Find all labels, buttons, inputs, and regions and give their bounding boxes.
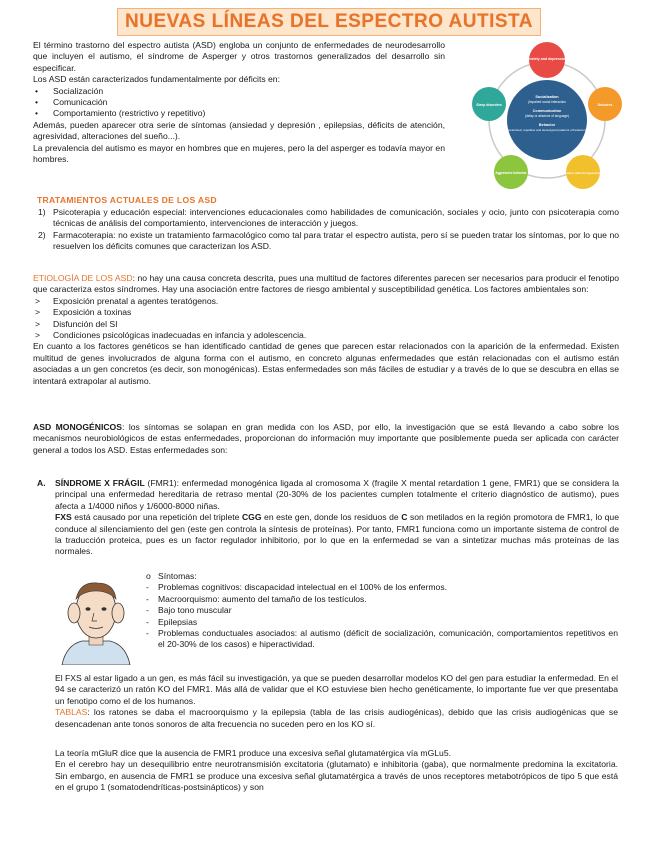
intro-block — [33, 40, 445, 165]
genetic-factors-paragraph: En cuanto a los factores genéticos se han identificado cantidad de genes que parecen estar relacionados con la aparición de la enfermedad. Existen multitud de genes involucrados de alguna forma con el autismo, en concreto algunas enfermedades que están relacionadas con el autismo están asociadas a un gen concretos (es decir, son monogénicas). Estas enfermedades son más fáciles de estudiar y a través de lo que se descubra en ellas se intentará extrapolar al autismo. — [33, 341, 619, 386]
list-item: - Macroorquismo: aumento del tamaño de los testículos. — [146, 593, 367, 604]
center-behavior-desc: (restricted, repetitive and stereotyped patterns of behavior) — [508, 128, 586, 132]
list-item: > Exposición a toxinas — [35, 307, 132, 318]
monogenic-label: ASD MONOGÉNICOS — [33, 422, 122, 432]
intro-paragraph-1: El término trastorno del espectro autista (ASD) engloba un conjunto de enfermedades de neurodesarrollo que incluyen el autismo, el síndrome de Asperger y otros trastornos generalizados del desarrollo sin especificar. — [33, 40, 445, 73]
fragile-x-portrait-illustration — [56, 573, 136, 665]
node-aggressive-label: Aggressive behavior — [495, 171, 527, 175]
fragile-x-name: SÍNDROME X FRÁGIL — [55, 478, 145, 488]
intro-paragraph-4: La prevalencia del autismo es mayor en hombres que en mujeres, pero la del asperger es todavía mayor en hombres. — [33, 142, 445, 165]
environmental-factors-list — [33, 296, 619, 342]
list-item: 2) Farmacoterapia: no existe un tratamiento farmacológico como tal para tratar el espectro autista, pero sí se pueden tratar los síntomas, por lo que no resuelven los déficits comunes que caracterizan los ASD. — [38, 229, 619, 252]
list-item: > Disfunción del SI — [35, 318, 118, 329]
title-banner — [117, 8, 541, 36]
list-item: • Comunicación — [35, 97, 108, 108]
node-anxiety-label: Anxiety and depression — [526, 57, 568, 61]
monogenic-block: ASD MONOGÉNICOS: los síntomas se solapan en gran medida con los ASD, por ello, la investigación que se está llevando a cabo sobre los mecanismos neurobiológicos de estas enfermedades, proporcionan do información muy importante que posiblemente pueda ser aplicada con carácter general a todos los ASD. Estas enfermedades son: — [33, 422, 619, 455]
symptoms-block: o Síntomas: - Problemas cognitivos: discapacidad intelectual en el 100% de los enfermos. - Macroorquismo: aumento del tamaño de los testículos. - Bajo tono muscular - Epilepsias - Problemas conductuales asociados: al autismo (déficit de socialización, comunicación, comportamientos repetitivos en el 20-30% de los casos) e hiperactividad. — [146, 571, 618, 650]
list-item: > Condiciones psicológicas inadecuadas en infancia y adolescencia. — [35, 330, 307, 341]
deficits-list — [33, 86, 445, 120]
intro-paragraph-3: Además, pueden aparecer otra serie de síntomas (ansiedad y depresión , epilepsias, déficits de atención, agresividad, alteraciones del sueño...). — [33, 119, 445, 142]
treatments-heading: TRATAMIENTOS ACTUALES DE LOS ASD — [37, 195, 217, 205]
asd-symptoms-diagram — [453, 40, 641, 196]
mglur-block — [55, 748, 618, 794]
symptoms-list — [144, 582, 618, 650]
fragile-x-block: A. SÍNDROME X FRÁGIL (FMR1): enfermedad monogénica ligada al cromosoma X (fragile X mental retardation 1 gene, FMR1) que se considera la principal una enfermedad hereditaria de retraso mental (20-30% de los pacientes cumplen totalmente el criterio diagnóstico de autismo), pues afecta a 1/4000 niños y 1/6000-8000 niñas. FXS está causado por una repetición del triplete CGG en este gen, donde los residuos de C son metilados en la región promotora de FMR1, lo que conduce al silenciamiento del gen (este gen controla la síntesis de proteínas). Por tanto, FMR1 funciona como un importante sistema de control de la traducción proteica, pues es un factor regulador inhibitorio, por lo que en la enfermedad se van a sintetizar muchas más proteínas de las normales. — [33, 478, 619, 558]
etiology-label: ETIOLOGÍA DE LOS ASD — [33, 273, 133, 283]
intro-paragraph-2: Los ASD están caracterizados fundamentalmente por déficits en: — [33, 74, 280, 85]
list-item: • Comportamiento (restrictivo y repetitivo) — [35, 108, 206, 119]
center-communication: Communication — [532, 109, 562, 113]
mglur-paragraph: La teoría mGluR dice que la ausencia de FMR1 produce una excesiva señal glutamatérgica vía mGLu5. — [55, 748, 452, 758]
list-item: 1) Psicoterapia y educación especial: intervenciones educacionales como habilidades de comunicación, sociales y ocio, junto con psicoterapia como técnicas de análisis del comportamiento, intervenciones de interacción y juegos. — [38, 207, 619, 229]
node-sleep-label: Sleep disorders — [476, 103, 502, 107]
diagram-center-circle — [507, 80, 587, 160]
fxs-paragraph: FXS está causado por una repetición del triplete CGG en este gen, donde los residuos de C son metilados en la región promotora de FMR1, lo que conduce al silenciamiento del gen (este gen controla la síntesis de proteínas). Por tanto, FMR1 funciona como un importante sistema de control de la traducción proteica, pues es un factor regulador inhibitorio, por lo que en la enfermedad se van a sintetizar muchas más proteínas de las normales. — [55, 512, 619, 557]
list-item: • Socialización — [35, 85, 104, 96]
center-behavior: Behavior — [538, 123, 556, 127]
symptoms-heading: Síntomas: — [158, 571, 197, 581]
center-socialization: Socialization — [535, 95, 559, 99]
tablas-paragraph: TABLAS: los ratones se daba el macroorquismo y la epilepsia (tabla de las crisis audiogénicas), debido que las crisis audiogénicas que se desencadenan ante tonos sonoros de alta frecuencia no suceden pero en los KO sí. — [55, 707, 618, 729]
ko-block — [55, 673, 618, 730]
list-item: - Problemas cognitivos: discapacidad intelectual en el 100% de los enfermos. — [146, 582, 448, 593]
list-item: - Bajo tono muscular — [146, 605, 232, 616]
list-item: - Problemas conductuales asociados: al autismo (déficit de socialización, comunicación, comportamientos repetitivos en el 20-30% de los casos) e hiperactividad. — [146, 628, 618, 650]
treatments-list — [33, 207, 619, 253]
center-socialization-desc: (impaired social interaction — [528, 100, 566, 104]
node-attention-label: Attention deficits Hyperactivity — [560, 171, 606, 175]
center-communication-desc: (delay or absence of language) — [525, 114, 569, 118]
node-seizures-label: Seizures — [597, 103, 613, 107]
ko-paragraph: El FXS al estar ligado a un gen, es más fácil su investigación, ya que se pueden desarrollar modelos KO del gen para estudiar la enfermedad. En el 94 se caracterizó un ratón KO del FMR1. Más allá de validar que el KO estuviese bien hecho genéticamente, lo importante fue ver que presentaba un fenotipo como el de los humanos. — [55, 673, 618, 706]
list-item: > Exposición prenatal a agentes teratógenos. — [35, 295, 219, 306]
list-item: - Epilepsias — [146, 616, 198, 627]
page-title: NUEVAS LÍNEAS DEL ESPECTRO AUTISTA — [125, 11, 533, 32]
imbalance-paragraph: En el cerebro hay un desequilibrio entre neurotransmisión excitatoria (glutamato) e inhibitoria (gaba), que normalmente predomina la excitatoria. Sin embargo, en ausencia de FMR1 se produce una excesiva señal glutamatérgica a través de unos receptores metabotrópicos de tipo 5 que está en el grupo 1 (somatodendríticas-postsinápticos) y son — [55, 759, 618, 793]
etiology-block: ETIOLOGÍA DE LOS ASD: no hay una causa concreta descrita, pues una multitud de factores diferentes parecen ser necesarios para producir el fenotipo que caracteriza estos síndromes. Hay una asociación entre factores de riesgo ambiental y susceptibilidad genética. Los factores ambientales son: > Exposición prenatal a agentes teratógenos. > Exposición a toxinas > Disfunción del SI > Condiciones psicológicas inadecuadas en infancia y adolescencia. En cuanto a los factores genéticos se han identificado cantidad de genes que parecen estar relacionados con la aparición de la enfermedad. Existen multitud de genes involucrados de alguna forma con el autismo, en concreto algunas enfermedades que están relacionadas con el autismo están asociadas a un gen concretos (es decir, son monogénicas). Estas enfermedades son más fáciles de estudiar y a través de lo que se descubra en ellas se intentará extrapolar al autismo. — [33, 273, 619, 386]
